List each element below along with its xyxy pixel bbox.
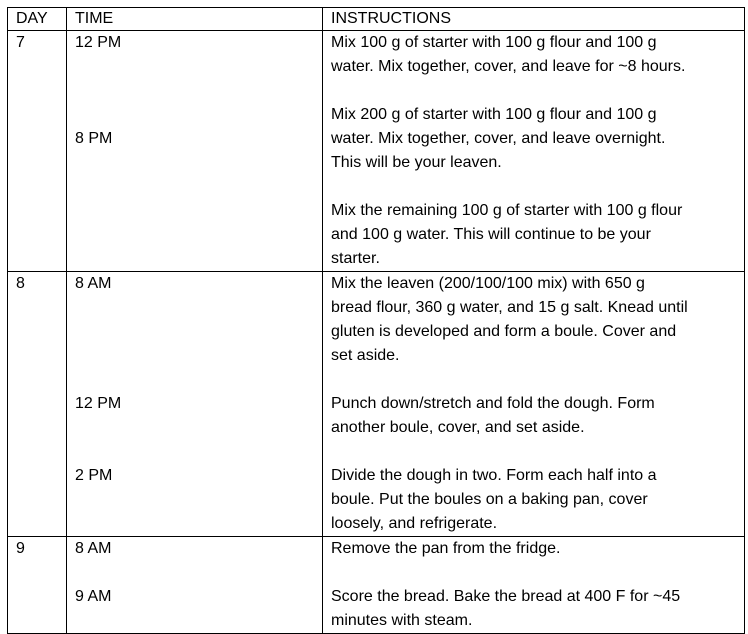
time-line [75, 440, 322, 464]
instruction-line: loosely, and refrigerate. [331, 515, 498, 532]
time-line: 8 AM [75, 275, 112, 292]
header-day: DAY [8, 8, 67, 31]
instruction-line: set aside. [331, 347, 400, 364]
instruction-line: minutes with steam. [331, 612, 473, 629]
time-line [75, 151, 322, 175]
instruction-line: Punch down/stretch and fold the dough. Form [331, 395, 655, 412]
header-time: TIME [67, 8, 323, 31]
time-cell [67, 537, 323, 634]
instruction-line: and 100 g water. This will continue to be your [331, 226, 651, 243]
table-row-day-8 [8, 272, 745, 537]
time-line [75, 344, 322, 368]
instruction-line: This will be your leaven. [331, 154, 502, 171]
time-line [75, 512, 322, 536]
instructions-cell [323, 272, 745, 537]
time-line [75, 320, 322, 344]
day-cell: 9 [8, 537, 67, 634]
time-line [75, 175, 322, 199]
time-line [75, 561, 322, 585]
table-row-day-9 [8, 537, 745, 634]
time-line: 12 PM [75, 395, 122, 412]
header-row [8, 8, 745, 31]
time-line [75, 199, 322, 223]
instruction-line: boule. Put the boules on a baking pan, cover [331, 491, 648, 508]
time-line: 8 PM [75, 130, 113, 147]
time-line: 12 PM [75, 34, 122, 51]
day-cell: 7 [8, 31, 67, 272]
header-instructions: INSTRUCTIONS [323, 8, 745, 31]
instruction-line [331, 175, 744, 199]
time-line: 2 PM [75, 467, 113, 484]
time-cell [67, 272, 323, 537]
instruction-line: gluten is developed and form a boule. Cover and [331, 323, 677, 340]
instruction-line [331, 368, 744, 392]
instruction-line: another boule, cover, and set aside. [331, 419, 585, 436]
time-line [75, 368, 322, 392]
instruction-line: Remove the pan from the fridge. [331, 540, 561, 557]
time-line [75, 247, 322, 271]
instruction-line: water. Mix together, cover, and leave for ~8 hours. [331, 58, 686, 75]
instruction-line: water. Mix together, cover, and leave overnight. [331, 130, 666, 147]
instruction-line [331, 561, 744, 585]
day-cell: 8 [8, 272, 67, 537]
schedule-table [7, 7, 745, 634]
time-line [75, 488, 322, 512]
time-line [75, 103, 322, 127]
time-line: 8 AM [75, 540, 112, 557]
time-line [75, 296, 322, 320]
instructions-cell [323, 31, 745, 272]
instruction-line: Score the bread. Bake the bread at 400 F for ~45 [331, 588, 681, 605]
instruction-line: Mix the remaining 100 g of starter with 100 g flour [331, 202, 683, 219]
time-line [75, 223, 322, 247]
instruction-line: Divide the dough in two. Form each half into a [331, 467, 657, 484]
instruction-line: starter. [331, 250, 380, 267]
time-line [75, 79, 322, 103]
time-line [75, 55, 322, 79]
time-line: 9 AM [75, 588, 112, 605]
time-line [75, 609, 322, 633]
time-cell [67, 31, 323, 272]
table-row-day-7 [8, 31, 745, 272]
instruction-line [331, 79, 744, 103]
instruction-line: Mix the leaven (200/100/100 mix) with 650 g [331, 275, 645, 292]
instruction-line: Mix 100 g of starter with 100 g flour and 100 g [331, 34, 657, 51]
instruction-line: Mix 200 g of starter with 100 g flour and 100 g [331, 106, 657, 123]
instructions-cell [323, 537, 745, 634]
time-line [75, 416, 322, 440]
instruction-line: bread flour, 360 g water, and 15 g salt. Knead until [331, 299, 688, 316]
instruction-line [331, 440, 744, 464]
